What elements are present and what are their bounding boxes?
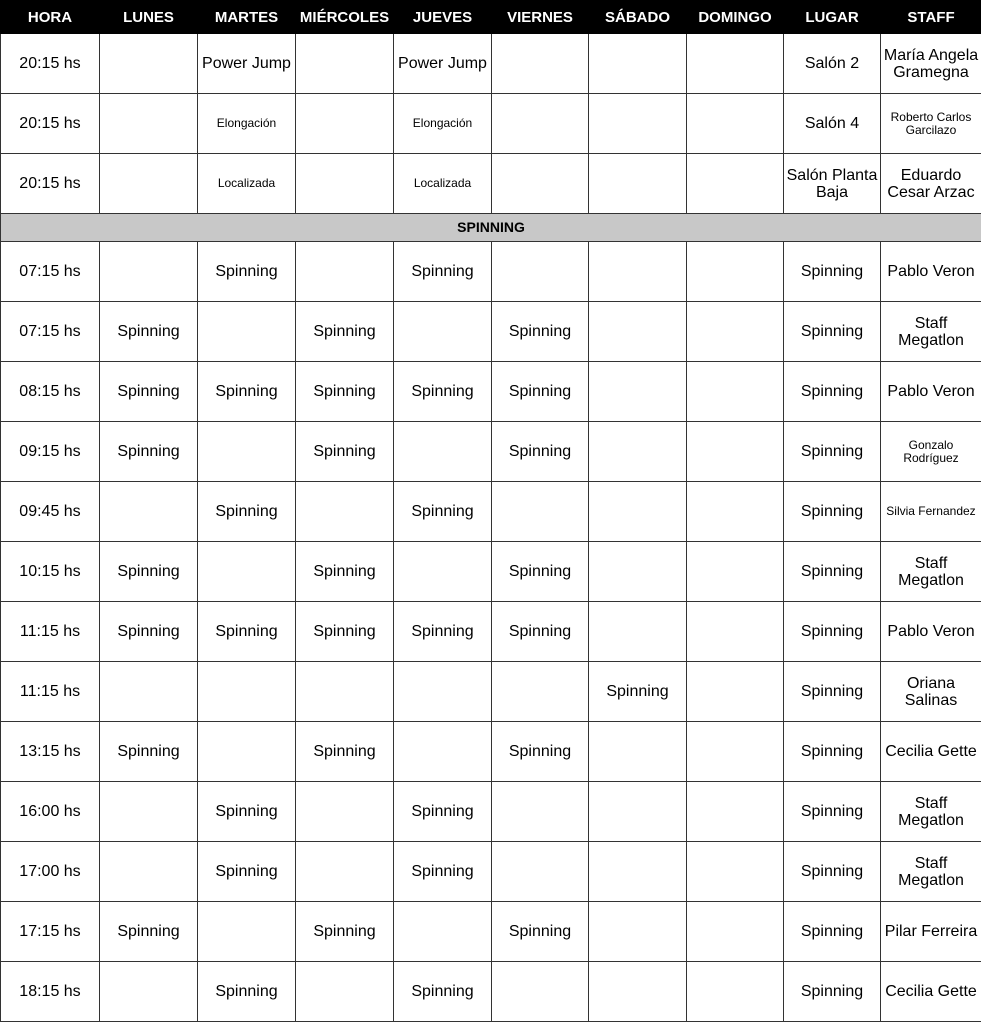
hora-cell: 11:15 hs [1,602,100,662]
day-cell-lunes [100,154,198,214]
lugar-cell: Spinning [784,542,881,602]
day-cell-sabado [589,34,687,94]
day-cell-martes: Spinning [198,602,296,662]
day-cell-jueves: Spinning [394,782,492,842]
day-cell-sabado [589,782,687,842]
day-cell-miercoles: Spinning [296,302,394,362]
header-hora: HORA [1,1,100,34]
day-cell-martes: Elongación [198,94,296,154]
day-cell-lunes [100,34,198,94]
day-cell-jueves: Spinning [394,602,492,662]
staff-cell: Staff Megatlon [881,542,981,602]
hora-cell: 11:15 hs [1,662,100,722]
day-cell-viernes [492,34,589,94]
table-row [1,362,981,422]
day-cell-domingo [687,94,784,154]
table-row [1,94,981,154]
header-lugar: LUGAR [784,1,881,34]
table-row [1,842,981,902]
header-lunes: LUNES [100,1,198,34]
day-cell-domingo [687,362,784,422]
staff-cell: Cecilia Gette [881,722,981,782]
staff-cell: María Angela Gramegna [881,34,981,94]
day-cell-lunes: Spinning [100,902,198,962]
lugar-cell: Spinning [784,482,881,542]
lugar-cell: Spinning [784,422,881,482]
staff-cell: Pilar Ferreira [881,902,981,962]
lugar-cell: Spinning [784,242,881,302]
day-cell-domingo [687,242,784,302]
day-cell-jueves [394,662,492,722]
day-cell-miercoles [296,154,394,214]
day-cell-miercoles [296,662,394,722]
day-cell-jueves: Elongación [394,94,492,154]
day-cell-sabado [589,722,687,782]
header-staff: STAFF [881,1,981,34]
day-cell-sabado [589,302,687,362]
staff-cell: Roberto Carlos Garcilazo [881,94,981,154]
day-cell-jueves [394,902,492,962]
day-cell-jueves: Spinning [394,962,492,1022]
lugar-cell: Spinning [784,962,881,1022]
day-cell-jueves [394,422,492,482]
day-cell-jueves: Power Jump [394,34,492,94]
table-row [1,422,981,482]
day-cell-martes: Power Jump [198,34,296,94]
day-cell-viernes [492,782,589,842]
day-cell-viernes: Spinning [492,902,589,962]
day-cell-miercoles [296,34,394,94]
day-cell-viernes [492,242,589,302]
header-martes: MARTES [198,1,296,34]
day-cell-lunes: Spinning [100,602,198,662]
day-cell-miercoles [296,482,394,542]
day-cell-domingo [687,302,784,362]
day-cell-sabado [589,842,687,902]
day-cell-domingo [687,34,784,94]
day-cell-lunes [100,962,198,1022]
day-cell-domingo [687,962,784,1022]
table-row [1,154,981,214]
day-cell-jueves [394,722,492,782]
section-row [1,214,981,242]
table-row [1,242,981,302]
day-cell-sabado: Spinning [589,662,687,722]
table-row [1,722,981,782]
table-row [1,34,981,94]
day-cell-viernes: Spinning [492,602,589,662]
hora-cell: 10:15 hs [1,542,100,602]
day-cell-viernes: Spinning [492,722,589,782]
day-cell-viernes [492,662,589,722]
day-cell-domingo [687,422,784,482]
day-cell-martes [198,722,296,782]
day-cell-viernes [492,482,589,542]
staff-cell: Gonzalo Rodríguez [881,422,981,482]
day-cell-viernes: Spinning [492,422,589,482]
day-cell-miercoles [296,242,394,302]
staff-cell: Pablo Veron [881,242,981,302]
header-sabado: SÁBADO [589,1,687,34]
table-row [1,542,981,602]
staff-cell: Silvia Fernandez [881,482,981,542]
day-cell-sabado [589,154,687,214]
day-cell-jueves [394,542,492,602]
day-cell-martes [198,542,296,602]
lugar-cell: Spinning [784,782,881,842]
day-cell-sabado [589,94,687,154]
header-domingo: DOMINGO [687,1,784,34]
table-row [1,782,981,842]
staff-cell: Pablo Veron [881,602,981,662]
hora-cell: 07:15 hs [1,242,100,302]
day-cell-viernes [492,842,589,902]
staff-cell: Eduardo Cesar Arzac [881,154,981,214]
day-cell-sabado [589,242,687,302]
day-cell-martes: Spinning [198,362,296,422]
day-cell-domingo [687,902,784,962]
day-cell-domingo [687,662,784,722]
day-cell-martes: Spinning [198,782,296,842]
section-title: SPINNING [1,214,981,242]
day-cell-jueves [394,302,492,362]
day-cell-lunes: Spinning [100,722,198,782]
day-cell-viernes: Spinning [492,362,589,422]
day-cell-lunes: Spinning [100,542,198,602]
day-cell-miercoles [296,94,394,154]
hora-cell: 07:15 hs [1,302,100,362]
day-cell-jueves: Spinning [394,242,492,302]
table-row [1,302,981,362]
header-viernes: VIERNES [492,1,589,34]
day-cell-viernes [492,154,589,214]
day-cell-sabado [589,482,687,542]
day-cell-sabado [589,422,687,482]
hora-cell: 17:15 hs [1,902,100,962]
day-cell-lunes: Spinning [100,362,198,422]
day-cell-lunes [100,662,198,722]
day-cell-miercoles: Spinning [296,422,394,482]
day-cell-martes [198,422,296,482]
hora-cell: 09:45 hs [1,482,100,542]
hora-cell: 09:15 hs [1,422,100,482]
day-cell-sabado [589,962,687,1022]
day-cell-viernes [492,962,589,1022]
hora-cell: 08:15 hs [1,362,100,422]
day-cell-lunes [100,842,198,902]
day-cell-viernes: Spinning [492,302,589,362]
day-cell-lunes [100,482,198,542]
day-cell-jueves: Spinning [394,362,492,422]
day-cell-lunes [100,782,198,842]
day-cell-martes: Spinning [198,842,296,902]
day-cell-domingo [687,722,784,782]
day-cell-lunes: Spinning [100,422,198,482]
table-row [1,962,981,1022]
lugar-cell: Spinning [784,602,881,662]
lugar-cell: Salón 4 [784,94,881,154]
staff-cell: Staff Megatlon [881,302,981,362]
day-cell-domingo [687,782,784,842]
lugar-cell: Salón Planta Baja [784,154,881,214]
staff-cell: Staff Megatlon [881,842,981,902]
hora-cell: 20:15 hs [1,94,100,154]
day-cell-lunes [100,242,198,302]
hora-cell: 13:15 hs [1,722,100,782]
day-cell-miercoles: Spinning [296,602,394,662]
day-cell-miercoles: Spinning [296,722,394,782]
lugar-cell: Spinning [784,662,881,722]
day-cell-jueves: Spinning [394,482,492,542]
staff-cell: Staff Megatlon [881,782,981,842]
day-cell-martes: Spinning [198,242,296,302]
hora-cell: 20:15 hs [1,154,100,214]
day-cell-jueves: Spinning [394,842,492,902]
staff-cell: Cecilia Gette [881,962,981,1022]
header-jueves: JUEVES [394,1,492,34]
day-cell-domingo [687,602,784,662]
day-cell-miercoles: Spinning [296,902,394,962]
lugar-cell: Spinning [784,362,881,422]
day-cell-martes [198,662,296,722]
day-cell-miercoles [296,842,394,902]
day-cell-lunes [100,94,198,154]
table-row [1,662,981,722]
staff-cell: Pablo Veron [881,362,981,422]
lugar-cell: Spinning [784,302,881,362]
day-cell-lunes: Spinning [100,302,198,362]
day-cell-sabado [589,602,687,662]
hora-cell: 18:15 hs [1,962,100,1022]
lugar-cell: Salón 2 [784,34,881,94]
table-row [1,482,981,542]
day-cell-jueves: Localizada [394,154,492,214]
day-cell-viernes [492,94,589,154]
lugar-cell: Spinning [784,842,881,902]
day-cell-martes: Spinning [198,962,296,1022]
day-cell-viernes: Spinning [492,542,589,602]
hora-cell: 16:00 hs [1,782,100,842]
day-cell-martes [198,302,296,362]
day-cell-martes: Spinning [198,482,296,542]
day-cell-martes: Localizada [198,154,296,214]
day-cell-sabado [589,902,687,962]
day-cell-sabado [589,362,687,422]
day-cell-martes [198,902,296,962]
day-cell-domingo [687,842,784,902]
table-row [1,602,981,662]
day-cell-miercoles: Spinning [296,542,394,602]
staff-cell: Oriana Salinas [881,662,981,722]
table-row [1,902,981,962]
hora-cell: 17:00 hs [1,842,100,902]
day-cell-sabado [589,542,687,602]
day-cell-miercoles: Spinning [296,362,394,422]
hora-cell: 20:15 hs [1,34,100,94]
day-cell-domingo [687,154,784,214]
day-cell-miercoles [296,782,394,842]
day-cell-domingo [687,482,784,542]
day-cell-miercoles [296,962,394,1022]
header-row [1,1,981,34]
header-miercoles: MIÉRCOLES [296,1,394,34]
day-cell-domingo [687,542,784,602]
lugar-cell: Spinning [784,722,881,782]
lugar-cell: Spinning [784,902,881,962]
